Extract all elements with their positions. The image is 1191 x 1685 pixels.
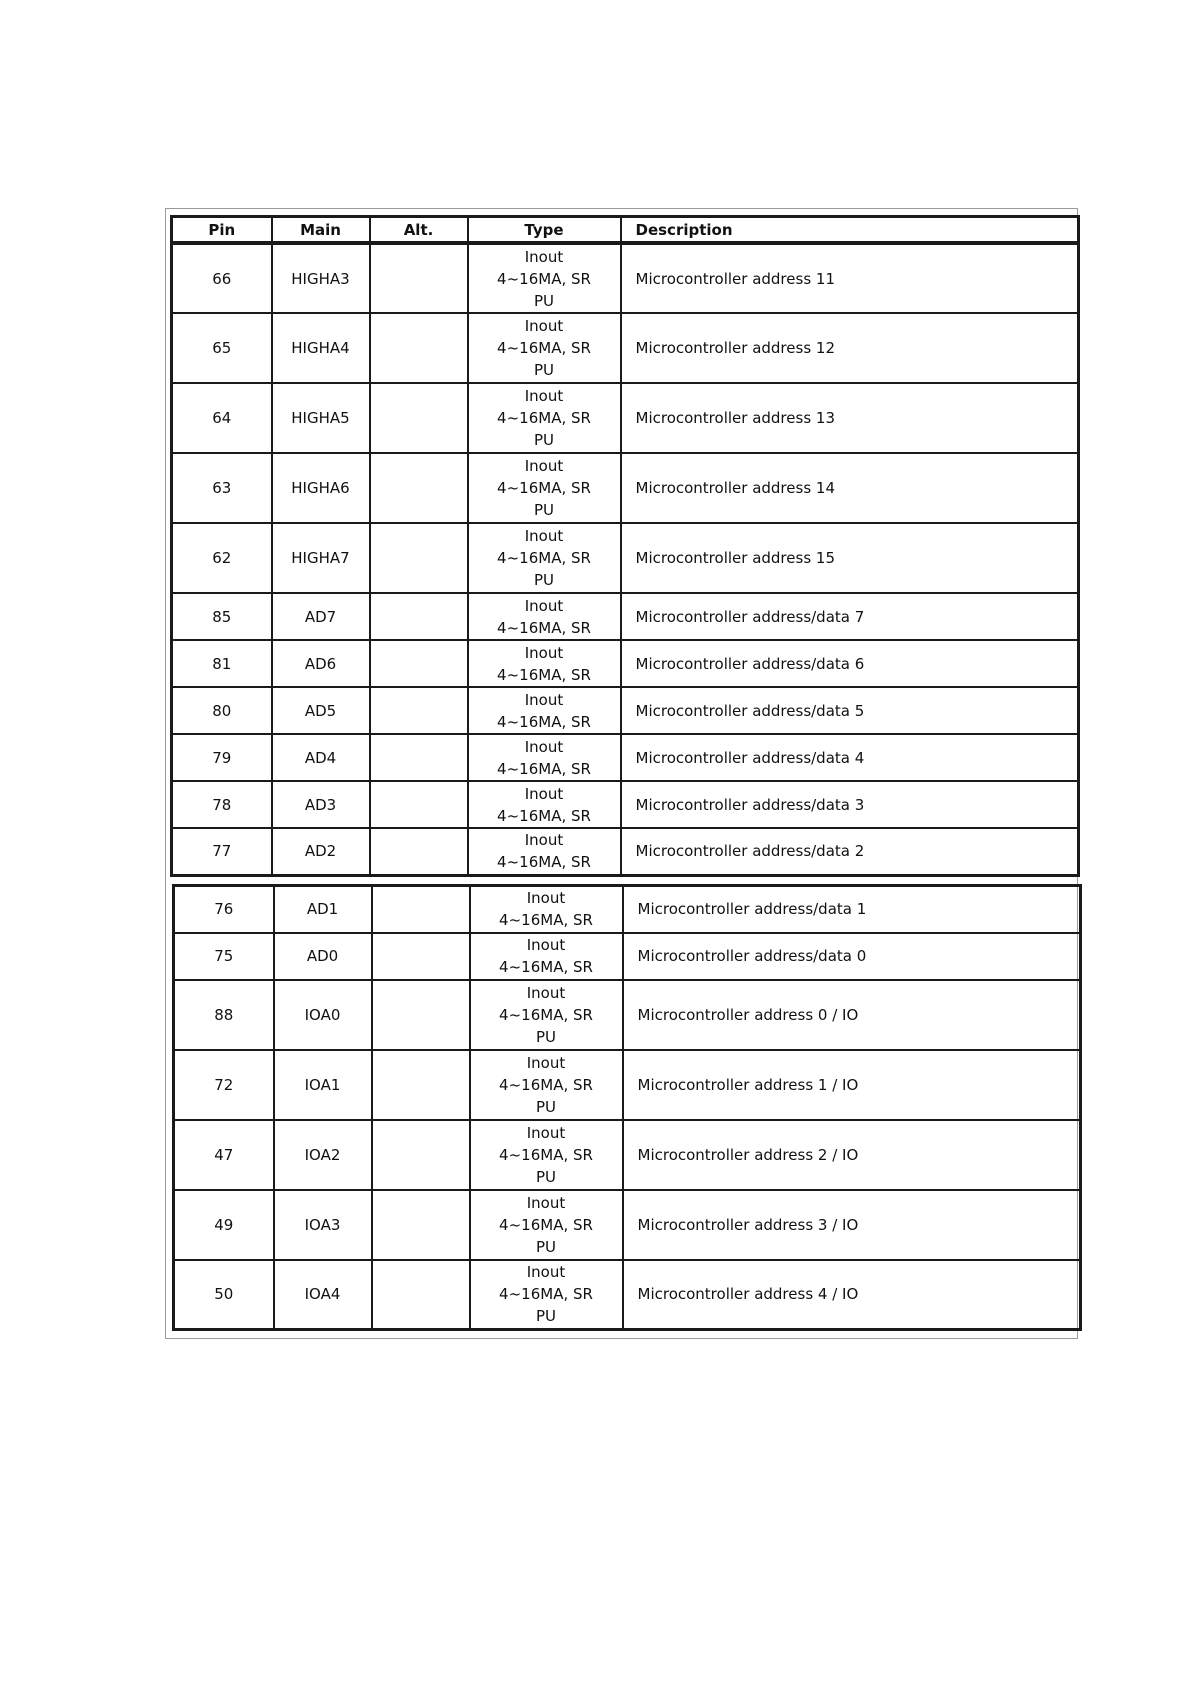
pin-cell: 62	[172, 523, 272, 593]
type-line: PU	[533, 431, 555, 449]
header-description: Description	[621, 217, 1079, 244]
type-cell	[468, 313, 621, 383]
type-cell	[470, 886, 623, 933]
table-row	[174, 1260, 1081, 1330]
alt-cell	[372, 1050, 470, 1120]
pin-cell: 85	[172, 593, 272, 640]
table-row	[172, 523, 1079, 593]
type-line: 4~16MA, SR	[499, 1145, 593, 1164]
header-alt: Alt.	[370, 217, 468, 244]
table-row	[172, 593, 1079, 640]
alt-cell	[370, 453, 468, 523]
pin-cell: 47	[174, 1120, 274, 1190]
type-cell	[470, 933, 623, 980]
type-line: PU	[535, 1097, 557, 1116]
type-line: PU	[533, 571, 555, 589]
type-cell	[468, 523, 621, 593]
description-cell: Microcontroller address 4 / IO	[623, 1260, 1081, 1330]
type-line: Inout	[524, 737, 564, 756]
description-cell: Microcontroller address 2 / IO	[623, 1120, 1081, 1190]
type-cell	[470, 1260, 623, 1330]
main-cell: HIGHA7	[272, 523, 370, 593]
description-cell: Microcontroller address/data 3	[621, 781, 1079, 828]
table-row	[172, 781, 1079, 828]
pin-cell: 78	[172, 781, 272, 828]
description-cell: Microcontroller address/data 5	[621, 687, 1079, 734]
main-cell: HIGHA3	[272, 243, 370, 313]
table-row	[172, 828, 1079, 875]
description-cell: Microcontroller address 0 / IO	[623, 980, 1081, 1050]
pin-table-part2	[172, 884, 1082, 1331]
alt-cell	[372, 1120, 470, 1190]
type-cell	[470, 980, 623, 1050]
table-row	[172, 383, 1079, 453]
alt-cell	[372, 980, 470, 1050]
table-row	[172, 734, 1079, 781]
main-cell: AD0	[274, 933, 372, 980]
type-line: Inout	[526, 983, 566, 1002]
type-cell	[470, 1190, 623, 1260]
main-cell: AD3	[272, 781, 370, 828]
type-line: 4~16MA, SR	[497, 339, 591, 357]
type-line: 4~16MA, SR	[497, 806, 591, 825]
alt-cell	[370, 243, 468, 313]
type-line: 4~16MA, SR	[499, 958, 593, 976]
alt-cell	[372, 1190, 470, 1260]
alt-cell	[370, 734, 468, 781]
type-line: Inout	[526, 1123, 566, 1142]
type-line: 4~16MA, SR	[499, 1215, 593, 1234]
type-line: 4~16MA, SR	[499, 1285, 593, 1304]
type-line: PU	[535, 1167, 557, 1186]
main-cell: IOA2	[274, 1120, 372, 1190]
description-cell: Microcontroller address 13	[621, 383, 1079, 453]
main-cell: AD6	[272, 640, 370, 687]
alt-cell	[372, 933, 470, 980]
header-pin: Pin	[172, 217, 272, 244]
type-cell	[468, 781, 621, 828]
main-cell: HIGHA4	[272, 313, 370, 383]
table-row	[174, 1050, 1081, 1120]
type-cell	[468, 687, 621, 734]
pin-cell: 76	[174, 886, 274, 933]
description-cell: Microcontroller address 3 / IO	[623, 1190, 1081, 1260]
pin-cell: 75	[174, 933, 274, 980]
type-cell	[468, 243, 621, 313]
alt-cell	[372, 886, 470, 933]
type-line: Inout	[524, 643, 564, 662]
description-cell: Microcontroller address/data 6	[621, 640, 1079, 687]
table-row	[174, 980, 1081, 1050]
table-row	[172, 453, 1079, 523]
type-line: Inout	[524, 690, 564, 709]
main-cell: AD2	[272, 828, 370, 875]
type-cell	[468, 734, 621, 781]
pin-cell: 81	[172, 640, 272, 687]
table-header-row	[172, 217, 1079, 244]
pin-cell: 72	[174, 1050, 274, 1120]
type-line: 4~16MA, SR	[497, 269, 591, 288]
description-cell: Microcontroller address/data 0	[623, 933, 1081, 980]
type-cell	[468, 593, 621, 640]
type-line: Inout	[526, 1193, 566, 1212]
type-line: Inout	[526, 1053, 566, 1072]
type-line: 4~16MA, SR	[497, 759, 591, 778]
main-cell: HIGHA6	[272, 453, 370, 523]
type-line: 4~16MA, SR	[499, 1075, 593, 1094]
main-cell: AD7	[272, 593, 370, 640]
type-line: Inout	[526, 889, 566, 908]
alt-cell	[370, 313, 468, 383]
table-row	[172, 640, 1079, 687]
alt-cell	[370, 687, 468, 734]
type-line: 4~16MA, SR	[497, 618, 591, 637]
alt-cell	[370, 828, 468, 875]
type-line: 4~16MA, SR	[497, 665, 591, 684]
type-line: PU	[533, 291, 555, 310]
type-line: Inout	[524, 317, 564, 335]
pin-table-part1	[170, 215, 1080, 877]
table-row	[172, 243, 1079, 313]
type-line: 4~16MA, SR	[497, 409, 591, 427]
main-cell: AD4	[272, 734, 370, 781]
main-cell: AD5	[272, 687, 370, 734]
type-line: PU	[535, 1027, 557, 1046]
type-cell	[468, 640, 621, 687]
header-type: Type	[468, 217, 621, 244]
type-line: 4~16MA, SR	[499, 1005, 593, 1024]
table-row	[174, 1190, 1081, 1260]
table-row	[174, 1120, 1081, 1190]
main-cell: IOA4	[274, 1260, 372, 1330]
type-line: 4~16MA, SR	[497, 853, 591, 872]
type-line: 4~16MA, SR	[497, 712, 591, 731]
alt-cell	[370, 640, 468, 687]
type-line: Inout	[524, 596, 564, 615]
alt-cell	[370, 523, 468, 593]
pin-cell: 80	[172, 687, 272, 734]
description-cell: Microcontroller address 1 / IO	[623, 1050, 1081, 1120]
type-line: Inout	[524, 784, 564, 803]
type-line: PU	[535, 1237, 557, 1256]
type-line: 4~16MA, SR	[499, 911, 593, 930]
type-line: Inout	[524, 457, 564, 475]
description-cell: Microcontroller address 11	[621, 243, 1079, 313]
description-cell: Microcontroller address 14	[621, 453, 1079, 523]
alt-cell	[372, 1260, 470, 1330]
type-line: Inout	[524, 831, 564, 850]
type-line: Inout	[524, 387, 564, 405]
description-cell: Microcontroller address/data 1	[623, 886, 1081, 933]
alt-cell	[370, 383, 468, 453]
type-cell	[468, 383, 621, 453]
pin-cell: 65	[172, 313, 272, 383]
pin-cell: 50	[174, 1260, 274, 1330]
header-main: Main	[272, 217, 370, 244]
type-cell	[468, 453, 621, 523]
alt-cell	[370, 593, 468, 640]
type-cell	[470, 1120, 623, 1190]
table-row	[174, 933, 1081, 980]
type-line: Inout	[524, 247, 564, 266]
main-cell: IOA0	[274, 980, 372, 1050]
type-line: Inout	[524, 527, 564, 545]
type-line: 4~16MA, SR	[497, 549, 591, 567]
description-cell: Microcontroller address 15	[621, 523, 1079, 593]
type-line: 4~16MA, SR	[497, 479, 591, 497]
type-line: PU	[533, 361, 555, 379]
description-cell: Microcontroller address/data 2	[621, 828, 1079, 875]
pin-cell: 88	[174, 980, 274, 1050]
table-row	[174, 886, 1081, 933]
table-row	[172, 687, 1079, 734]
type-line: Inout	[526, 1263, 566, 1282]
type-line: PU	[533, 501, 555, 519]
table-row	[172, 313, 1079, 383]
pin-cell: 66	[172, 243, 272, 313]
type-line: PU	[535, 1307, 557, 1326]
main-cell: AD1	[274, 886, 372, 933]
description-cell: Microcontroller address 12	[621, 313, 1079, 383]
pin-cell: 64	[172, 383, 272, 453]
pin-cell: 79	[172, 734, 272, 781]
type-cell	[468, 828, 621, 875]
main-cell: IOA1	[274, 1050, 372, 1120]
pin-cell: 49	[174, 1190, 274, 1260]
alt-cell	[370, 781, 468, 828]
pin-cell: 77	[172, 828, 272, 875]
description-cell: Microcontroller address/data 7	[621, 593, 1079, 640]
main-cell: IOA3	[274, 1190, 372, 1260]
pin-cell: 63	[172, 453, 272, 523]
description-cell: Microcontroller address/data 4	[621, 734, 1079, 781]
main-cell: HIGHA5	[272, 383, 370, 453]
type-line: Inout	[526, 936, 566, 954]
type-cell	[470, 1050, 623, 1120]
